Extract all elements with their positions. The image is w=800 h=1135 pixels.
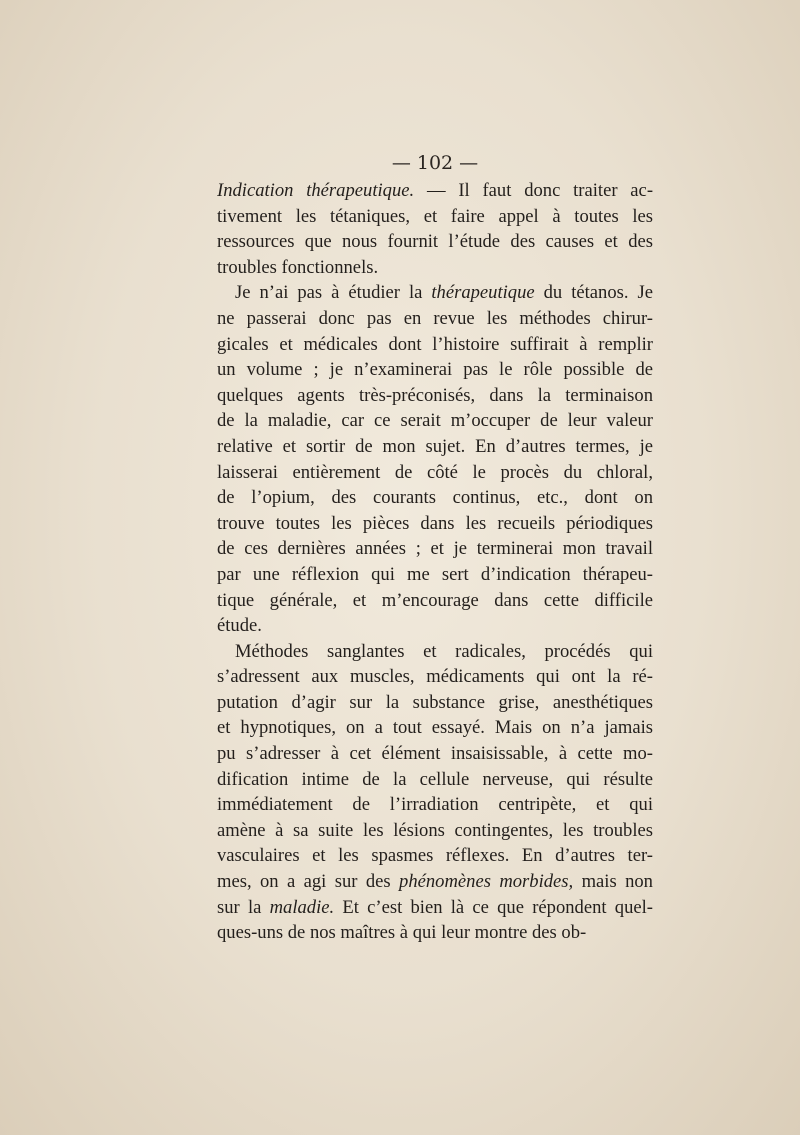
text-line xyxy=(217,255,653,281)
text-line xyxy=(217,485,653,511)
text-line xyxy=(217,639,653,665)
paragraph xyxy=(217,178,653,280)
text-line xyxy=(217,869,653,895)
text-run: trouve toutes les pièces dans les recueils périodiques xyxy=(217,512,653,534)
text-run: s’adressent aux muscles, médicaments qui ont la ré- xyxy=(217,666,653,688)
text-line xyxy=(217,920,653,946)
text-line xyxy=(217,229,653,255)
text-line xyxy=(217,792,653,818)
italic-text: phénomènes morbides, xyxy=(399,871,574,893)
text-run: par une réflexion qui me sert d’indication thérapeu- xyxy=(217,563,653,585)
text-run: dification intime de la cellule nerveuse, qui résulte xyxy=(217,768,653,790)
text-run: relative et sortir de mon sujet. En d’autres termes, je xyxy=(217,435,653,457)
text-run: quelques agents très-préconisés, dans la terminaison xyxy=(217,384,653,406)
text-run: ressources que nous fournit l’étude des causes et des xyxy=(217,231,653,253)
text-line xyxy=(217,383,653,409)
text-line xyxy=(217,511,653,537)
text-run: mes, on a agi sur des xyxy=(217,871,400,893)
text-line xyxy=(217,843,653,869)
text-line xyxy=(217,741,653,767)
text-line xyxy=(217,818,653,844)
text-run: troubles fonctionnels. xyxy=(217,256,379,278)
text-run: laisserai entièrement de côté le procès du chloral, xyxy=(217,461,653,483)
text-run: amène à sa suite les lésions contingentes, les troubles xyxy=(217,819,653,841)
italic-text: thérapeutique xyxy=(431,282,535,304)
text-run: immédiatement de l’irradiation centripète, et qui xyxy=(217,794,653,816)
paragraph xyxy=(217,280,653,638)
text-line xyxy=(217,895,653,921)
text-line xyxy=(217,306,653,332)
text-line xyxy=(217,715,653,741)
text-line xyxy=(217,767,653,793)
text-line xyxy=(217,332,653,358)
body-text xyxy=(217,178,653,946)
text-run: gicales et médicales dont l’histoire suffirait à remplir xyxy=(217,333,653,355)
page-number: — 102 — xyxy=(391,152,479,174)
text-run: étude. xyxy=(217,615,262,637)
text-run: de ces dernières années ; et je terminerai mon travail xyxy=(217,538,653,560)
text-run: sur la xyxy=(217,896,270,918)
text-run: du tétanos. Je xyxy=(534,282,653,304)
text-line xyxy=(217,408,653,434)
text-line xyxy=(217,536,653,562)
text-line xyxy=(217,664,653,690)
italic-text: maladie. xyxy=(269,896,335,918)
paragraph xyxy=(217,639,653,946)
text-run: de l’opium, des courants continus, etc., dont on xyxy=(217,487,653,509)
text-run: — Il faut donc traiter ac- xyxy=(414,180,653,201)
text-run: Méthodes sanglantes et radicales, procédés qui xyxy=(235,640,653,662)
text-run: vasculaires et les spasmes réflexes. En d’autres ter- xyxy=(217,845,653,867)
text-run: mais non xyxy=(573,871,653,893)
text-run: pu s’adresser à cet élément insaisissable, à cette mo- xyxy=(217,743,653,765)
text-run: et hypnotiques, on a tout essayé. Mais on n’a jamais xyxy=(217,717,653,739)
text-run: tivement les tétaniques, et faire appel à toutes les xyxy=(217,205,653,227)
text-line xyxy=(217,562,653,588)
text-line xyxy=(217,434,653,460)
text-run: Je n’ai pas à étudier la xyxy=(235,282,432,304)
text-run: ne passerai donc pas en revue les méthodes chirur- xyxy=(217,307,653,329)
text-run: de la maladie, car ce serait m’occuper de leur valeur xyxy=(217,410,653,432)
text-line xyxy=(217,690,653,716)
text-run: ques-uns de nos maîtres à qui leur montre des ob- xyxy=(217,922,587,944)
text-line xyxy=(217,357,653,383)
text-run: tique générale, et m’encourage dans cette difficile xyxy=(217,589,653,611)
text-line xyxy=(217,460,653,486)
text-line xyxy=(217,204,653,230)
text-line xyxy=(217,178,653,204)
text-run: un volume ; je n’examinerai pas le rôle possible de xyxy=(217,359,653,381)
text-line xyxy=(217,588,653,614)
italic-text: Indication thérapeutique. xyxy=(217,180,415,201)
text-run: Et c’est bien là ce que répondent quel- xyxy=(334,896,653,918)
text-line xyxy=(217,280,653,306)
text-line xyxy=(217,613,653,639)
text-run: putation d’agir sur la substance grise, anesthétiques xyxy=(217,691,653,713)
